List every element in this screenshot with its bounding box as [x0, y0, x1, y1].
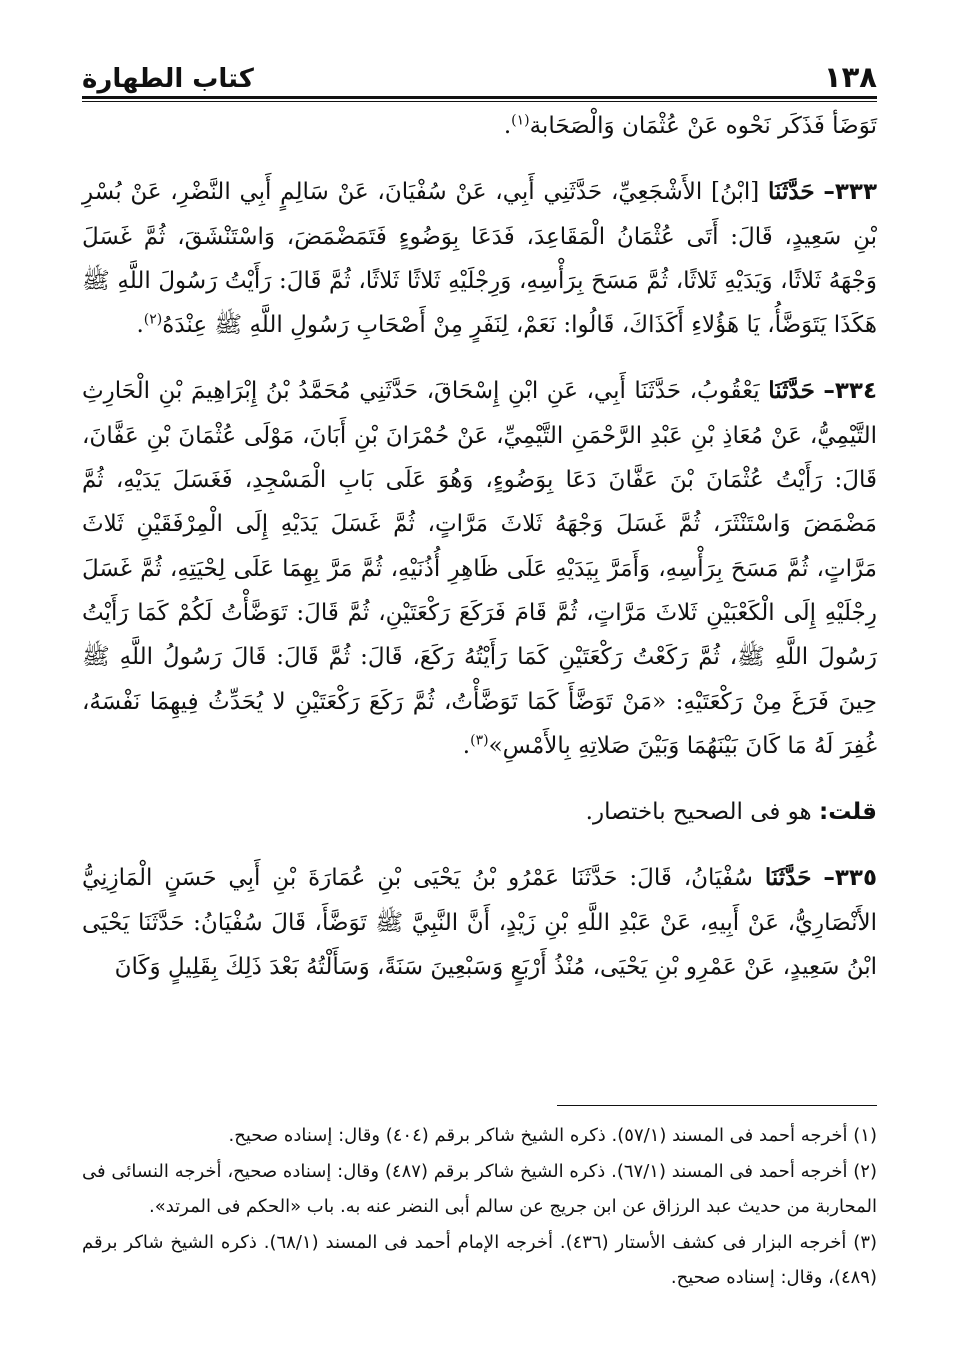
hadith-text: سُفْيَانُ، قَالَ: حَدَّثَنَا عَمْرُو بْنُ يَحْيَى بْنِ عُمَارَةَ بْنِ أَبِي حَسَنٍ الْمَازِنِيُّ الأَنْصَارِيُّ، عَنْ أَبِيهِ، عَنْ عَبْدِ اللَّهِ بْنِ زَيْدٍ، أَنَّ النَّبِيَّ ﷺ تَوَضَّأَ، قَالَ سُفْيَانُ: حَدَّثَنَا يَحْيَى ابْنُ سَعِيدٍ، عَنْ عَمْرِو بْنِ يَحْيَى، مُنْذُ أَرْبَعٍ وَسَبْعِينَ سَنَةً، وَسَأَلْتُهُ بَعْدَ ذَلِكَ بِقَلِيلٍ وَكَانَ	[82, 865, 877, 981]
intro-text: تَوَضَأ فَذَكَر نَحْوه عَنْ عُثْمَان وَالْصَحَابة	[529, 113, 877, 139]
footnote-2: (٢) أخرجه أحمد فى المسند (٦٧/١). ذكره الشيخ شاكر برقم (٤٨٧) وقال: إسناده صحيح، أخرجه النسائى فى المحاربة من حديث عبد الرزاق عن ابن جريج عن سالم أبى النضر عنه به. باب «الحكم فى المرتد».	[82, 1160, 877, 1218]
footnote-separator	[557, 1105, 877, 1106]
footnote-3: (٣) أخرجه البزار فى كشف الأستار (٤٣٦). أخرجه الإمام أحمد فى المسند (٦٨/١). ذكره الشيخ شاكر برقم (٤٨٩)، وقال: إسناده صحيح.	[82, 1231, 878, 1289]
note-text: هو فى الصحيح باختصار.	[585, 799, 812, 826]
hadith-lead: حَدَّثَنَا	[768, 178, 815, 206]
book-title: كتاب الطهارة	[82, 64, 254, 94]
author-note	[82, 790, 877, 834]
footnotes	[82, 1118, 877, 1296]
hadith-333: ٣٣٣– حَدَّثَنَا [ابْنُ] الأَشْجَعِيِّ، حَدَّثَنِي أَبِي، عَنْ سُفْيَانَ، عَنْ سَالِمٍ أَبِي النَّضْرِ، عَنْ بُسْرِ بْنِ سَعِيدٍ، قَالَ: أَتَى عُثْمَانُ الْمَقَاعِدَ، فَدَعَا بِوَضُوءٍ فَتَمَضْمَضَ، وَاسْتَنْشَقَ، ثُمَّ غَسَلَ وَجْهَهُ ثَلاثًا، وَيَدَيْهِ ثَلاثًا، ثُمَّ مَسَحَ بِرَأْسِهِ، وَرِجْلَيْهِ ثَلاثًا ثَلاثًا، ثُمَّ قَالَ: رَأَيْتُ رَسُولَ اللَّهِ ﷺ هَكَذَا يَتَوَضَّأُ، يَا هَؤُلاءِ أَكَذَاكَ، قَالُوا: نَعَمْ، لِنَفَرٍ مِنْ أَصْحَابِ رَسُولِ اللَّهِ ﷺ عِنْدَهُ$^{(٢)}$.	[82, 178, 877, 339]
hadith-number: ٣٣٣–	[823, 179, 877, 206]
intro-paragraph: تَوَضَأ فَذَكَر نَحْوه عَنْ عُثْمَان وَالْصَحَابة$^{(١)}$.	[503, 112, 877, 139]
hadith-number: ٣٣٤–	[823, 378, 877, 405]
header-rule-thick	[82, 96, 877, 99]
main-text	[82, 104, 877, 989]
hadith-number: ٣٣٥–	[823, 865, 877, 892]
footnote-ref-3: (٣)	[470, 732, 489, 749]
footnote-1: (١) أخرجه أحمد فى المسند (٥٧/١). ذكره الشيخ شاكر برقم (٤٠٤) وقال: إسناده صحيح.	[228, 1125, 877, 1146]
page-number: ١٣٨	[823, 60, 877, 94]
footnote-ref-1: (١)	[511, 112, 530, 129]
note-label: قلت:	[819, 799, 877, 826]
footnote-ref-2: (٢)	[143, 311, 163, 328]
hadith-lead: حَدَّثَنَا	[764, 864, 812, 892]
page-header	[82, 54, 877, 92]
hadith-334: ٣٣٤– حَدَّثَنَا يَعْقُوبُ، حَدَّثَنَا أَبِي، عَنِ ابْنِ إِسْحَاقَ، حَدَّثَنِي مُحَمَّدُ بْنُ إِبْرَاهِيمَ بْنِ الْحَارِثِ التَّيْمِيُّ، عَنْ مُعَاذِ بْنِ عَبْدِ الرَّحْمَنِ التَّيْمِيِّ، عَنْ حُمْرَانَ بْنِ أَبَانَ، مَوْلَى عُثْمَانَ بْنِ عَفَّانَ، قَالَ: رَأَيْتُ عُثْمَانَ بْنَ عَفَّانَ دَعَا بِوَضُوءٍ، وَهُوَ عَلَى بَابِ الْمَسْجِدِ، فَغَسَلَ يَدَيْهِ، ثُمَّ مَضْمَضَ وَاسْتَنْثَرَ، ثُمَّ غَسَلَ وَجْهَهُ ثَلاثَ مَرَّاتٍ، ثُمَّ غَسَلَ يَدَيْهِ إِلَى الْمِرْفَقَيْنِ ثَلاثَ مَرَّاتٍ، ثُمَّ مَسَحَ بِرَأْسِهِ، وَأَمَرَّ بِيَدَيْهِ عَلَى ظَاهِرِ أُذُنَيْهِ، ثُمَّ مَرَّ بِهِمَا عَلَى لِحْيَتِهِ، ثُمَّ غَسَلَ رِجْلَيْهِ إِلَى الْكَعْبَيْنِ ثَلاثَ مَرَّاتٍ، ثُمَّ قَامَ فَرَكَعَ رَكْعَتَيْنِ، ثُمَّ قَالَ: تَوَضَّأْتُ لَكُمْ كَمَا رَأَيْتُ رَسُولَ اللَّهِ ﷺ، ثُمَّ رَكَعْتُ رَكْعَتَيْنِ كَمَا رَأَيْتُهُ رَكَعَ، قَالَ: ثُمَّ قَالَ: قَالَ رَسُولُ اللَّهِ ﷺ حِينَ فَرَغَ مِنْ رَكْعَتَيْهِ: «مَنْ تَوَضَّأَ كَمَا تَوَضَّأْتُ، ثُمَّ رَكَعَ رَكْعَتَيْنِ لا يُحَدِّثُ فِيهِمَا نَفْسَهُ، غُفِرَ لَهُ مَا كَانَ بَيْنَهُمَا وَبَيْنَ صَلاتِهِ بِالأَمْسِ»$^{(٣)}$.	[82, 377, 877, 759]
hadith-text: يَعْقُوبُ، حَدَّثَنَا أَبِي، عَنِ ابْنِ إِسْحَاقَ، حَدَّثَنِي مُحَمَّدُ بْنُ إِبْرَاهِيمَ بْنِ الْحَارِثِ التَّيْمِيُّ، عَنْ مُعَاذِ بْنِ عَبْدِ الرَّحْمَنِ التَّيْمِيِّ، عَنْ حُمْرَانَ بْنِ أَبَانَ، مَوْلَى عُثْمَانَ بْنِ عَفَّانَ، قَالَ: رَأَيْتُ عُثْمَانَ بْنَ عَفَّانَ دَعَا بِوَضُوءٍ، وَهُوَ عَلَى بَابِ الْمَسْجِدِ، فَغَسَلَ يَدَيْهِ، ثُمَّ مَضْمَضَ وَاسْتَنْثَرَ، ثُمَّ غَسَلَ وَجْهَهُ ثَلاثَ مَرَّاتٍ، ثُمَّ غَسَلَ يَدَيْهِ إِلَى الْمِرْفَقَيْنِ ثَلاثَ مَرَّاتٍ، ثُمَّ مَسَحَ بِرَأْسِهِ، وَأَمَرَّ بِيَدَيْهِ عَلَى ظَاهِرِ أُذُنَيْهِ، ثُمَّ مَرَّ بِهِمَا عَلَى لِحْيَتِهِ، ثُمَّ غَسَلَ رِجْلَيْهِ إِلَى الْكَعْبَيْنِ ثَلاثَ مَرَّاتٍ، ثُمَّ قَامَ فَرَكَعَ رَكْعَتَيْنِ، ثُمَّ قَالَ: تَوَضَّأْتُ لَكُمْ كَمَا رَأَيْتُ رَسُولَ اللَّهِ ﷺ، ثُمَّ رَكَعْتُ رَكْعَتَيْنِ كَمَا رَأَيْتُهُ رَكَعَ، قَالَ: ثُمَّ قَالَ: قَالَ رَسُولُ اللَّهِ ﷺ حِينَ فَرَغَ مِنْ رَكْعَتَيْهِ: «مَنْ تَوَضَّأَ كَمَا تَوَضَّأْتُ، ثُمَّ رَكَعَ رَكْعَتَيْنِ لا يُحَدِّثُ فِيهِمَا نَفْسَهُ، غُفِرَ لَهُ مَا كَانَ بَيْنَهُمَا وَبَيْنَ صَلاتِهِ بِالأَمْسِ»	[82, 378, 877, 759]
hadith-335	[82, 856, 877, 989]
hadith-text: [ابْنُ] الأَشْجَعِيِّ، حَدَّثَنِي أَبِي، عَنْ سُفْيَانَ، عَنْ سَالِمٍ أَبِي النَّضْرِ، عَنْ بُسْرِ بْنِ سَعِيدٍ، قَالَ: أَتَى عُثْمَانُ الْمَقَاعِدَ، فَدَعَا بِوَضُوءٍ فَتَمَضْمَضَ، وَاسْتَنْشَقَ، ثُمَّ غَسَلَ وَجْهَهُ ثَلاثًا، وَيَدَيْهِ ثَلاثًا، ثُمَّ مَسَحَ بِرَأْسِهِ، وَرِجْلَيْهِ ثَلاثًا ثَلاثًا، ثُمَّ قَالَ: رَأَيْتُ رَسُولَ اللَّهِ ﷺ هَكَذَا يَتَوَضَّأُ، يَا هَؤُلاءِ أَكَذَاكَ، قَالُوا: نَعَمْ، لِنَفَرٍ مِنْ أَصْحَابِ رَسُولِ اللَّهِ ﷺ عِنْدَهُ	[82, 179, 877, 339]
hadith-lead: حَدَّثَنَا	[768, 377, 815, 405]
header-rule-thin	[82, 101, 877, 102]
